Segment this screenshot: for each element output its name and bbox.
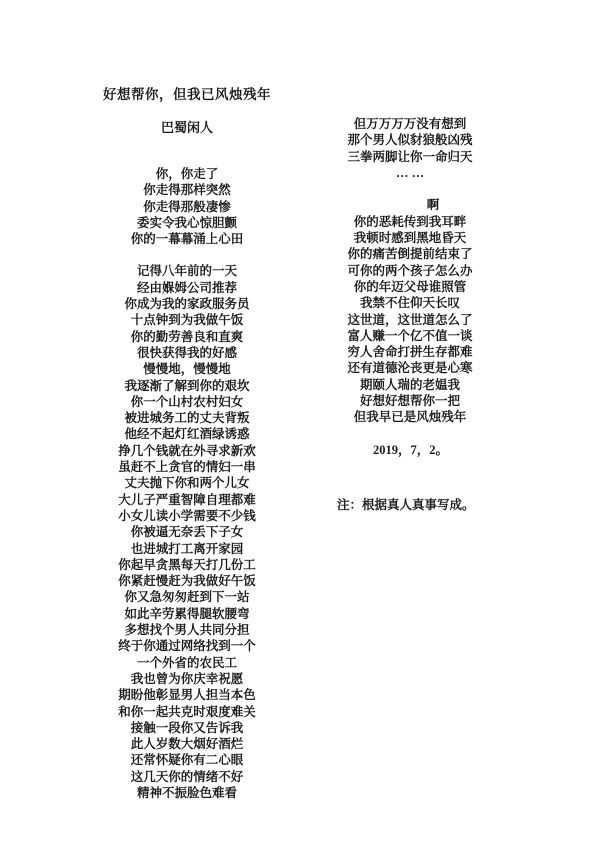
poem-line: 很快获得我的好感 bbox=[136, 345, 237, 360]
poem-line: 好想好想帮你一把 bbox=[359, 394, 460, 409]
poem-line: 他经不起灯红酒绿诱惑 bbox=[124, 427, 250, 442]
poem-line: 三拳两脚让你一命归天 bbox=[347, 149, 473, 164]
poem-line: 我也曾为你庆幸祝愿 bbox=[130, 671, 244, 686]
poem-line: 此人岁数大烟好酒烂 bbox=[130, 737, 244, 752]
poem-line: 和你一起共克时艰度难关 bbox=[118, 704, 256, 719]
poem-line: 委实令我心惊胆颤 bbox=[136, 215, 237, 230]
poem-line: 十点钟到为我做午饭 bbox=[130, 313, 244, 328]
poem-line: 被进城务工的丈夫背叛 bbox=[124, 411, 250, 426]
poem-interjection: 啊 bbox=[426, 198, 440, 213]
poem-line: 你的一幕幕涌上心田 bbox=[130, 232, 244, 247]
poem-line: 挣几个钱就在外寻求新欢 bbox=[118, 443, 256, 458]
poem-line: 但我早已是风烛残年 bbox=[353, 410, 467, 425]
poem-line: 丈夫抛下你和两个儿女 bbox=[124, 476, 250, 491]
poem-date: 2019，7，2。 bbox=[373, 442, 449, 457]
poem-line: 精神不振脸色难看 bbox=[136, 785, 237, 800]
poem-line: 你被逼无奈丢下子女 bbox=[130, 525, 244, 540]
poem-line: 大儿子严重智障自理都难 bbox=[118, 492, 256, 507]
poem-line: 你起早贪黑每天打几份工 bbox=[118, 557, 256, 572]
right-stanza-2 bbox=[290, 214, 530, 426]
poem-line: 你紧赶慢赶为我做好午饭 bbox=[118, 574, 256, 589]
right-stanza-1 bbox=[290, 116, 530, 181]
right-column bbox=[290, 116, 530, 513]
poem-line: 期盼他彰显男人担当本色 bbox=[118, 688, 256, 703]
poem-line: 慢慢地，慢慢地 bbox=[143, 362, 231, 377]
poem-line: 你一个山村农村妇女 bbox=[130, 394, 244, 409]
poem-line: 小女儿读小学需要不少钱 bbox=[118, 508, 256, 523]
poem-line: 也进城打工离开家园 bbox=[130, 541, 244, 556]
poem-line: 经由媬姆公司推荐 bbox=[136, 280, 237, 295]
poem-line: 接触一段你又告诉我 bbox=[130, 720, 244, 735]
poem-line: 终于你通过网络找到一个 bbox=[118, 639, 256, 654]
poem-line: 我禁不住仰天长叹 bbox=[359, 296, 460, 311]
poem-line: … … bbox=[395, 165, 425, 180]
poem-line: 虽赶不上贪官的情妇一串 bbox=[118, 460, 256, 475]
poem-title: 好想帮你，但我已风烛残年 bbox=[103, 87, 271, 102]
poem-line: 你走得那般凄惨 bbox=[143, 199, 231, 214]
poem-line: 你又急匆匆赶到下一站 bbox=[124, 590, 250, 605]
poem-author: 巴蜀闲人 bbox=[160, 120, 213, 135]
poem-line: 你的年迈父母谁照管 bbox=[353, 279, 467, 294]
poem-line: 一个外省的农民工 bbox=[136, 655, 237, 670]
poem-line: 这世道，这世道怎么了 bbox=[347, 312, 473, 327]
poem-line: 期颐人瑞的老媪我 bbox=[359, 377, 460, 392]
poem-line: 富人赚一个亿不值一谈 bbox=[347, 328, 473, 343]
poem-line: 还有道德沦丧更是心寒 bbox=[347, 361, 473, 376]
poem-line: 我顿时感到黑地昏天 bbox=[353, 231, 467, 246]
poem-line: 多想找个男人共同分担 bbox=[124, 623, 250, 638]
poem-line: 你的勤劳善良和直爽 bbox=[130, 329, 244, 344]
poem-line: 但万万万万没有想到 bbox=[353, 117, 467, 131]
poem-line: 这几天你的情绪不好 bbox=[130, 769, 244, 784]
poem-line: 你走得那样突然 bbox=[143, 183, 231, 198]
poem-line: 还常怀疑你有二心眼 bbox=[130, 753, 244, 768]
poem-line: 你的痛苦倒提前结束了 bbox=[347, 247, 473, 262]
poem-line: 那个男人似豺狼般凶残 bbox=[347, 133, 473, 148]
poem-line: 你，你走了 bbox=[155, 167, 219, 181]
poem-line: 可你的两个孩子怎么办 bbox=[347, 263, 473, 278]
poem-line: 你的恶耗传到我耳畔 bbox=[353, 214, 467, 229]
poem-line: 如此辛劳累得腿软腰弯 bbox=[124, 606, 250, 621]
poem-line: 我逐渐了解到你的艰坎 bbox=[124, 378, 250, 393]
poem-note: 注：根据真人真事写成。 bbox=[337, 497, 475, 512]
poem-line: 穷人舍命打拼生存都难 bbox=[347, 345, 473, 360]
poem-line: 记得八年前的一天 bbox=[136, 264, 237, 279]
poem-line: 你成为我的家政服务员 bbox=[124, 297, 250, 312]
